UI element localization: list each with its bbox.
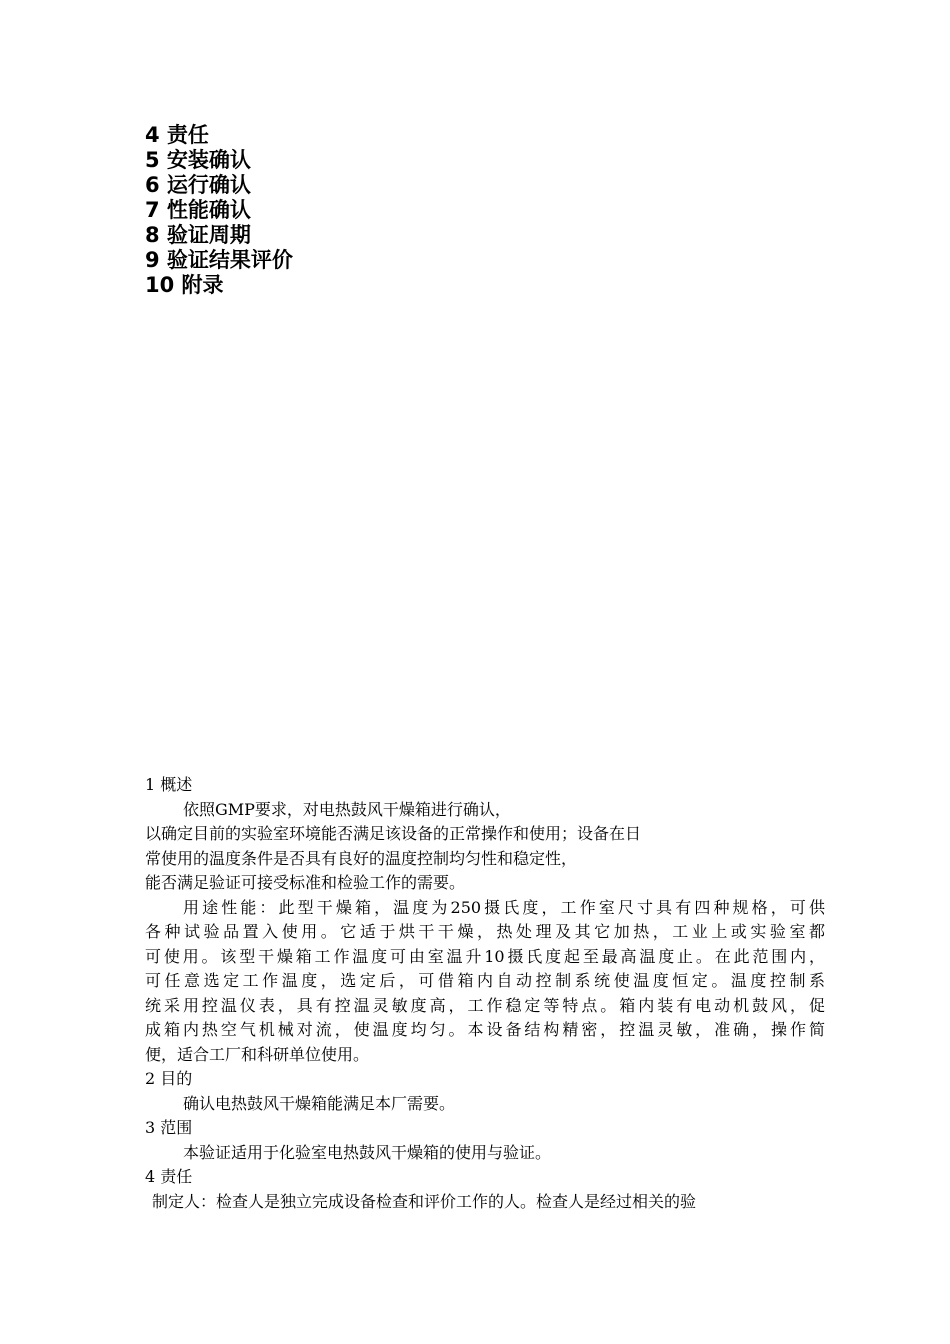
paragraph-line: 用途性能：此型干燥箱，温度为250摄氏度，工作室尺寸具有四种规格，可供	[183, 897, 825, 917]
section-heading-scope: 3 范围	[145, 1118, 193, 1137]
paragraph-line: 便，适合工厂和科研单位使用。	[145, 1044, 370, 1064]
paragraph-line: 可使用。该型干燥箱工作温度可由室温升10摄氏度起至最高温度止。在此范围内，	[145, 946, 825, 966]
document-body	[145, 773, 825, 1214]
paragraph-line: 常使用的温度条件是否具有良好的温度控制均匀性和稳定性，	[145, 848, 578, 868]
paragraph-line: 确认电热鼓风干燥箱能满足本厂需要。	[183, 1093, 456, 1113]
toc-item: 7 性能确认	[145, 198, 251, 222]
toc-item: 8 验证周期	[145, 223, 251, 247]
paragraph-line: 制定人：检查人是独立完成设备检查和评价工作的人。检查人是经过相关的验	[152, 1191, 697, 1211]
toc-item: 6 运行确认	[145, 173, 251, 197]
section-heading-responsibility: 4 责任	[145, 1167, 193, 1186]
toc-item: 10 附录	[145, 273, 224, 297]
toc-item: 9 验证结果评价	[145, 248, 293, 272]
section-heading-purpose: 2 目的	[145, 1069, 193, 1088]
paragraph-line: 成箱内热空气机械对流，使温度均匀。本设备结构精密，控温灵敏，准确，操作简	[145, 1020, 825, 1039]
table-of-contents	[145, 123, 545, 298]
toc-item: 4 责任	[145, 123, 209, 147]
paragraph-line: 统采用控温仪表，具有控温灵敏度高，工作稳定等特点。箱内装有电动机鼓风，促	[145, 995, 825, 1015]
paragraph-line: 以确定目前的实验室环境能否满足该设备的正常操作和使用；设备在日	[145, 824, 642, 843]
paragraph-line: 本验证适用于化验室电热鼓风干燥箱的使用与验证。	[183, 1142, 552, 1162]
paragraph-line: 能否满足验证可接受标准和检验工作的需要。	[145, 873, 466, 892]
section-heading-overview: 1 概述	[145, 775, 193, 794]
toc-item: 5 安装确认	[145, 148, 251, 172]
paragraph-line: 各种试验品置入使用。它适于烘干干燥，热处理及其它加热，工业上或实验室都	[145, 922, 825, 941]
paragraph-line: 可任意选定工作温度，选定后，可借箱内自动控制系统使温度恒定。温度控制系	[145, 971, 825, 990]
paragraph-line: 依照GMP要求，对电热鼓风干燥箱进行确认，	[183, 799, 511, 819]
